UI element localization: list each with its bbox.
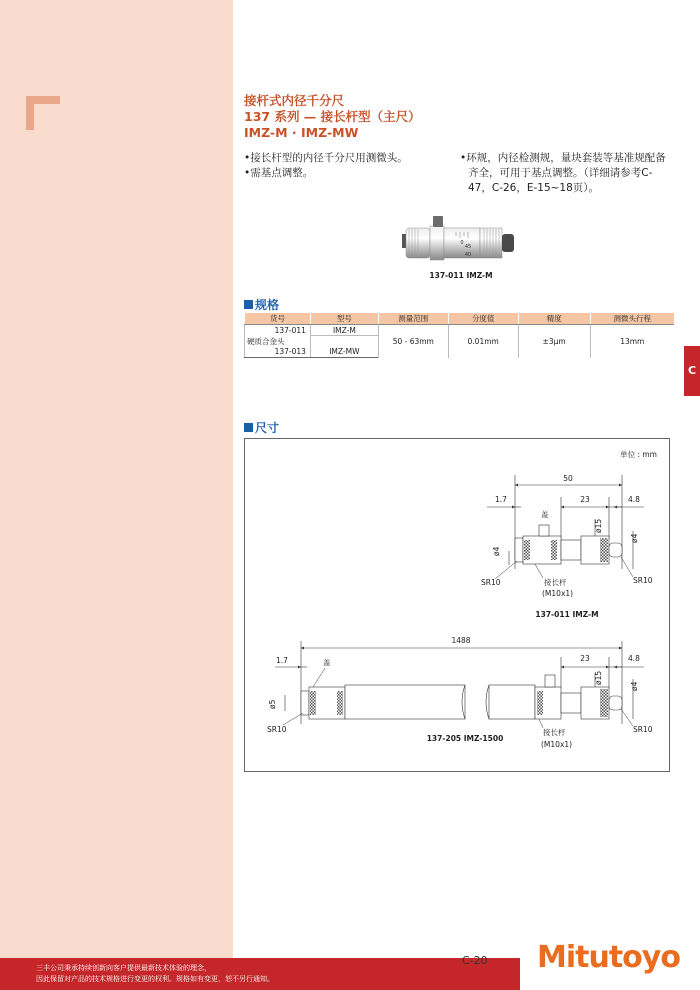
knurl-pattern	[537, 691, 543, 715]
knurl-pattern	[600, 689, 608, 717]
knurl-pattern	[337, 691, 343, 715]
title-line-2: 137 系列 — 接长杆型（主尺）	[244, 109, 421, 124]
dia-4-right-label: ø4	[630, 533, 639, 543]
sr-right-label: SR10	[633, 576, 653, 585]
dia-15-label: ø15	[594, 670, 603, 685]
photo-caption: 137-011 IMZ-M	[429, 271, 493, 280]
photo-scale-number: 0	[460, 240, 464, 246]
cell-graduation: 0.01mm	[448, 325, 518, 358]
header-graduation: 分度值	[448, 313, 518, 325]
page-title	[244, 93, 421, 141]
dia-4-right-label: ø4	[630, 681, 639, 691]
fig1-caption: 137-011 IMZ-M	[535, 610, 599, 619]
sr-left-label: SR10	[267, 725, 287, 734]
cell-model: IMZ-M	[310, 325, 378, 336]
spec-heading-text: 规格	[255, 298, 280, 312]
knurl-pattern	[524, 540, 530, 560]
cap-label: 盖	[541, 510, 549, 519]
title-line-1: 接杆式内径千分尺	[244, 93, 345, 108]
dim-mid: 23	[580, 654, 590, 663]
figure-137-011	[487, 475, 644, 569]
header-model: 型号	[310, 313, 378, 325]
cell-note: 硬质合金头	[245, 336, 311, 347]
rod-label: 接长杆	[544, 578, 567, 587]
header-range: 测量范围	[378, 313, 448, 325]
thread-label: (M10x1)	[541, 740, 573, 749]
dim-right: 4.8	[628, 654, 640, 663]
dia-4-left-label: ø4	[492, 546, 501, 556]
spec-heading	[244, 296, 279, 313]
dimension-drawings	[245, 439, 669, 771]
dimensions-heading	[244, 419, 279, 436]
title-line-3: IMZ-M · IMZ-MW	[244, 125, 359, 140]
footer-notes	[36, 963, 274, 985]
cell-stroke: 13mm	[590, 325, 674, 358]
dim-left: 1.7	[495, 495, 507, 504]
fig2-caption: 137-205 IMZ-1500	[426, 734, 504, 743]
header-accuracy: 精度	[518, 313, 590, 325]
corner-bracket-mark	[26, 96, 60, 130]
dim-total: 50	[563, 474, 573, 483]
feature-item: •需基点调整。	[244, 167, 314, 179]
footer-line-1: 三丰公司秉承持续创新向客户提供最新技术体验的理念，	[36, 964, 211, 972]
feature-list-right	[460, 151, 675, 196]
footer-line-2: 因此保留对产品的技术规格进行变更的权利。规格如有变更，恕不另行通知。	[36, 975, 274, 983]
feature-item: •环规，内径检测规，量块套装等基准规配备齐全，可用于基点调整。（详细请参考C-47，C-26，E-15~18页）。	[460, 152, 666, 194]
left-color-band	[0, 0, 233, 958]
feature-list-left	[244, 151, 444, 181]
photo-scale-number: 40	[464, 252, 472, 258]
cell-model: IMZ-MW	[310, 347, 378, 358]
micrometer-head-photo	[400, 212, 522, 264]
table-header-row	[245, 313, 675, 325]
dim-right: 4.8	[628, 495, 640, 504]
knurl-pattern	[310, 691, 316, 715]
dimension-drawing-box	[244, 438, 670, 772]
cell-accuracy: ±3μm	[518, 325, 590, 358]
dim-mid: 23	[580, 495, 590, 504]
dia-15-label: ø15	[594, 518, 603, 533]
chapter-tab: C	[684, 346, 700, 396]
mitutoyo-logo: Mitutoyo	[537, 940, 680, 975]
thread-label: (M10x1)	[542, 589, 574, 598]
photo-scale-number: 45	[464, 244, 472, 250]
unit-label: 单位 : mm	[620, 450, 657, 459]
feature-item: •接长杆型的内径千分尺用测微头。	[244, 152, 408, 164]
cap-label: 盖	[323, 658, 331, 667]
rod-label: 接长杆	[543, 728, 566, 737]
spec-table	[244, 313, 674, 358]
cell-code: 137-011	[245, 325, 311, 336]
sr-right-label: SR10	[633, 725, 653, 734]
cell-range: 50 - 63mm	[378, 325, 448, 358]
knurl-pattern	[600, 538, 608, 562]
dimensions-heading-text: 尺寸	[255, 421, 280, 435]
table-row	[245, 325, 675, 336]
header-stroke: 测微头行程	[590, 313, 674, 325]
header-code: 货号	[245, 313, 311, 325]
page-number: C-20	[462, 954, 488, 967]
knurl-pattern	[551, 540, 557, 560]
cell-code: 137-013	[245, 347, 311, 358]
sr-left-label: SR10	[481, 578, 501, 587]
dia-5-left-label: ø5	[268, 699, 277, 709]
dim-total: 1488	[451, 636, 471, 645]
dim-left: 1.7	[276, 656, 288, 665]
